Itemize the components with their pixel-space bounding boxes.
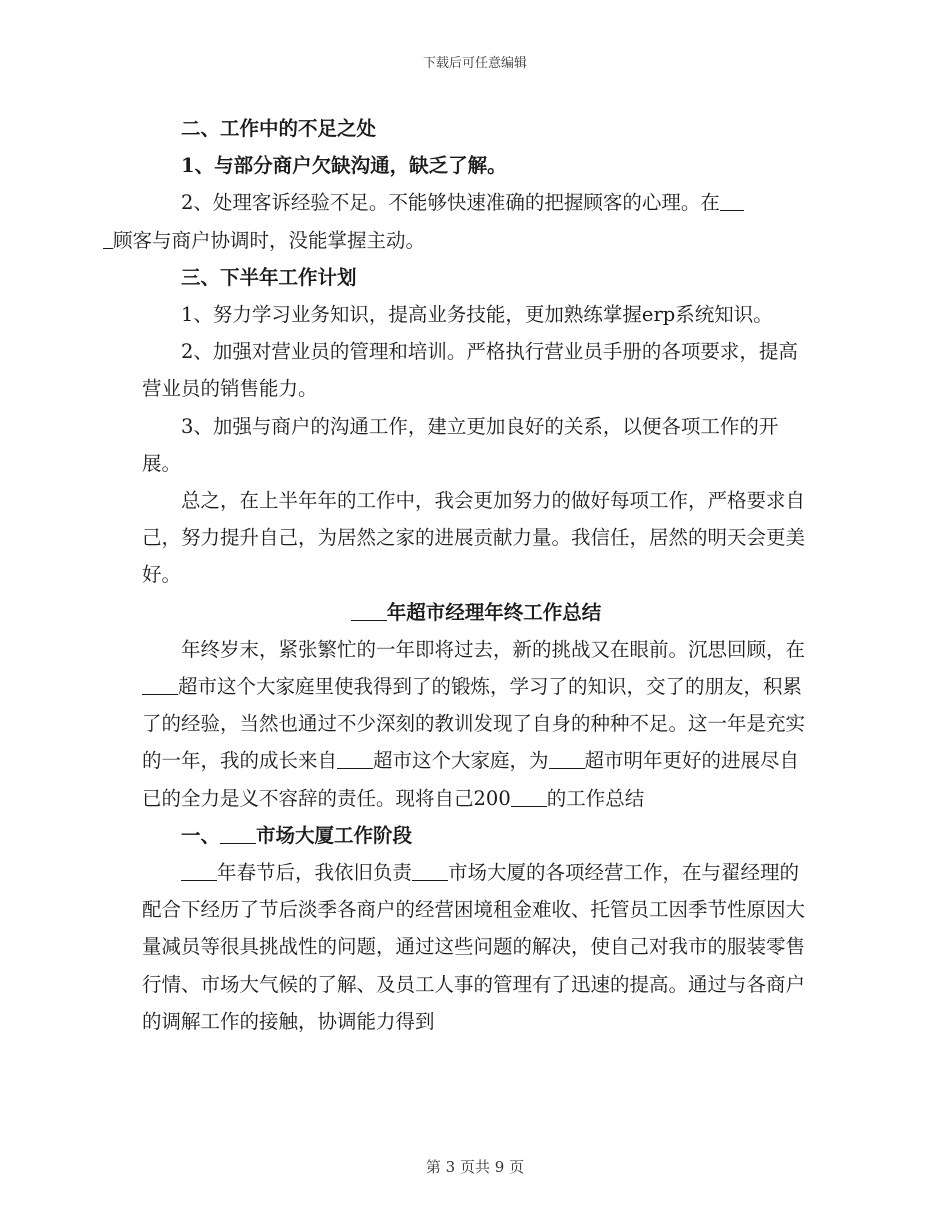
section-heading-plan: 三、下半年工作计划 <box>181 265 357 289</box>
blank-line <box>720 191 744 212</box>
blank-line <box>412 861 448 882</box>
blank-line <box>181 861 217 882</box>
summary-paragraph: 总之，在上半年年的工作中，我会更加努力的做好每项工作，严格要求自己，努力提升自己，为居然之家的进展贡献力量。我信任，居然的明天会更美好。 <box>142 489 806 587</box>
blank-line <box>549 749 585 770</box>
page-footer: 第 3 页共 9 页 <box>425 1158 525 1176</box>
document-title: 年超市经理年终工作总结 <box>142 594 810 631</box>
blank-line <box>103 228 113 249</box>
blank-line <box>511 786 547 807</box>
page-header: 下载后可任意编辑 <box>422 56 527 71</box>
plan-item-1: 1、努力学习业务知识，提高业务技能，更加熟练掌握erp系统知识。 <box>181 303 773 327</box>
shortcoming-item-2: 2、处理客诉经验不足。不能够快速准确的把握顾客的心理。在 顾客与商户协调时，没能掌握主动。 <box>142 184 810 258</box>
section-heading-market: 一、 市场大厦工作阶段 <box>181 823 413 847</box>
plan-item-3: 3、加强与商户的沟通工作，建立更加良好的关系，以便各项工作的开展。 <box>142 414 779 475</box>
section-heading-shortcomings: 二、工作中的不足之处 <box>181 117 377 140</box>
blank-line <box>142 675 178 696</box>
document-body <box>113 110 810 1040</box>
blank-line <box>351 600 387 621</box>
intro-paragraph: 年终岁末，紧张繁忙的一年即将过去，新的挑战又在眼前。沉思回顾，在超市这个大家庭里使我得到了的锻炼，学习了的知识，交了的朋友，积累了的经验，当然也通过不少深刻的教训发现了自身的种种不足。这一年是充实的一年，我的成长来自 超市这个大家庭，为 超市明年更好的进展尽自已的全力是义不容辞的责任。现将自己200 的工作总结 <box>142 637 806 810</box>
shortcoming-item-1: 1、与部分商户欠缺沟通，缺乏了解。 <box>181 154 507 178</box>
market-paragraph: 年春节后，我依旧负责 市场大厦的各项经营工作，在与翟经理的配合下经历了节后淡季各商户的经营困境租金难收、托管员工因季节性原因大量减员等很具挑战性的问题，通过这些问题的解决，使自己对我市的服装零售行情、市场大气候的了解、及员工人事的管理有了迅速的提高。通过与各商户的调解工作的接触，协调能力得到 <box>142 861 806 1033</box>
plan-item-2: 2、加强对营业员的管理和培训。严格执行营业员手册的各项要求，提高营业员的销售能力。 <box>142 340 798 401</box>
blank-line <box>220 823 256 844</box>
blank-line <box>337 749 373 770</box>
